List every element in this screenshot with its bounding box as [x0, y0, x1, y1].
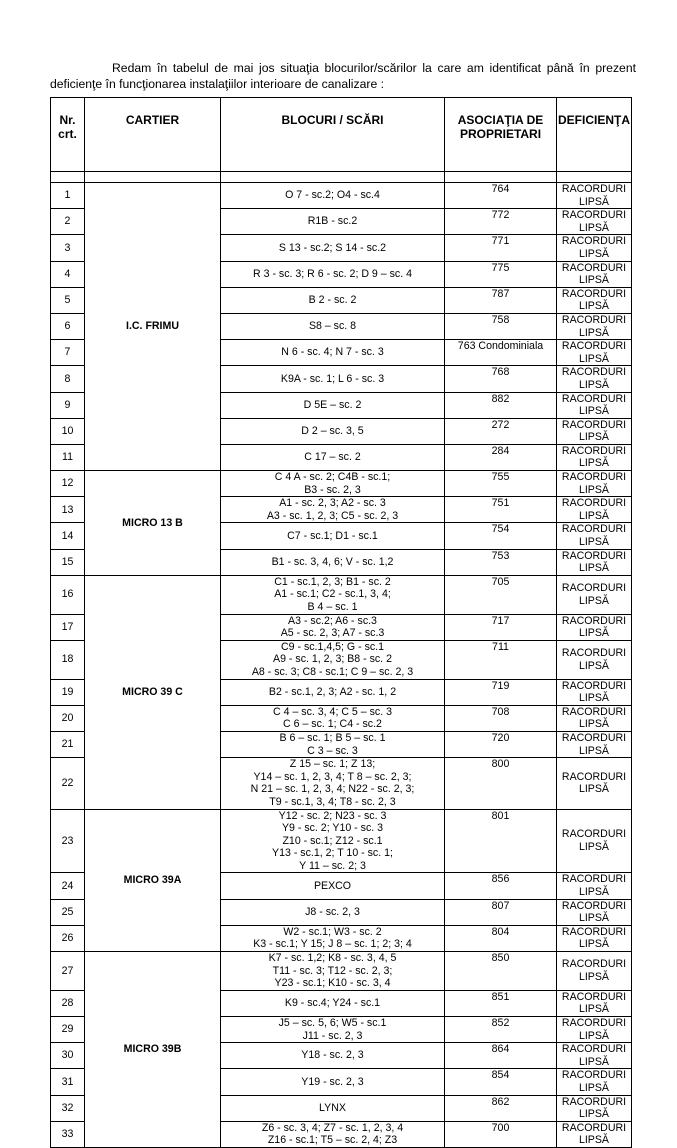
blocuri-line: Z6 - sc. 3, 4; Z7 - sc. 1, 2, 3, 4: [261, 1121, 404, 1134]
row-number: 19: [51, 679, 85, 705]
blocuri-line: Y9 - sc. 2; Y10 - sc. 3: [281, 822, 384, 835]
asociatia-cell: 720: [445, 731, 557, 757]
row-number: 29: [51, 1017, 85, 1043]
blocuri-line: T11 - sc. 3; T12 - sc. 2, 3;: [272, 964, 393, 977]
deficienta-cell: RACORDURI LIPSĂ: [557, 209, 632, 235]
row-number: 12: [51, 471, 85, 497]
blocuri-line: C 3 – sc. 3: [307, 744, 358, 757]
blocuri-line: C 6 – sc. 1; C4 - sc.2: [283, 718, 382, 731]
blocuri-cell: [221, 340, 445, 366]
blocuri-line: J11 - sc. 2, 3: [302, 1029, 363, 1042]
header-asociatia: ASOCIAŢIA DE PROPRIETARI: [445, 98, 557, 172]
asociatia-cell: 284: [445, 444, 557, 470]
blocuri-cell: [221, 1043, 445, 1069]
deficienta-cell: RACORDURI LIPSĂ: [557, 313, 632, 339]
blocuri-cell: [221, 209, 445, 235]
asociatia-cell: 764: [445, 183, 557, 209]
asociatia-cell: 751: [445, 497, 557, 523]
blocuri-cell: [221, 575, 445, 614]
row-number: 31: [51, 1069, 85, 1095]
table-row: [51, 471, 632, 497]
blocuri-cell: [221, 731, 445, 757]
blocuri-cell: [221, 471, 445, 497]
blocuri-cell: [221, 1069, 445, 1095]
row-number: 16: [51, 575, 85, 614]
deficienta-cell: RACORDURI LIPSĂ: [557, 523, 632, 549]
asociatia-cell: 272: [445, 418, 557, 444]
row-number: 9: [51, 392, 85, 418]
deficienta-cell: RACORDURI LIPSĂ: [557, 418, 632, 444]
blocuri-line: C 4 A - sc. 2; C4B - sc.1;: [274, 471, 391, 484]
blocuri-cell: [221, 952, 445, 991]
asociatia-cell: 787: [445, 287, 557, 313]
asociatia-cell: 711: [445, 640, 557, 679]
blocuri-line: A5 - sc. 2, 3; A7 - sc.3: [280, 627, 385, 640]
asociatia-cell: 772: [445, 209, 557, 235]
blocuri-line: Y14 – sc. 1, 2, 3, 4; T 8 – sc. 2, 3;: [253, 770, 412, 783]
blocuri-cell: [221, 1121, 445, 1147]
row-number: 13: [51, 497, 85, 523]
blocuri-line: J5 – sc. 5, 6; W5 - sc.1: [278, 1017, 387, 1029]
blocuri-line: Z10 - sc.1; Z12 - sc.1: [282, 834, 383, 847]
asociatia-cell: 719: [445, 679, 557, 705]
blocuri-cell: [221, 679, 445, 705]
blocuri-cell: [221, 444, 445, 470]
row-number: 26: [51, 925, 85, 951]
deficienta-cell: RACORDURI LIPSĂ: [557, 1121, 632, 1147]
asociatia-cell: 753: [445, 549, 557, 575]
deficienta-cell: RACORDURI LIPSĂ: [557, 497, 632, 523]
asociatia-cell: 700: [445, 1121, 557, 1147]
row-number: 28: [51, 990, 85, 1016]
blocuri-line: A9 - sc. 1, 2, 3; B8 - sc. 2: [273, 653, 392, 666]
asociatia-cell: 768: [445, 366, 557, 392]
blocuri-line: A3 - sc.2; A6 - sc.3: [288, 614, 377, 627]
blocuri-cell: [221, 705, 445, 731]
blocuri-cell: [221, 497, 445, 523]
asociatia-cell: 763 Condominiala: [445, 340, 557, 366]
row-number: 32: [51, 1095, 85, 1121]
blocuri-cell: [221, 614, 445, 640]
deficienta-cell: RACORDURI LIPSĂ: [557, 444, 632, 470]
blocuri-line: B 2 - sc. 2: [308, 294, 357, 307]
asociatia-cell: 801: [445, 809, 557, 873]
blocuri-line: C1 - sc.1, 2, 3; B1 - sc. 2: [274, 575, 391, 588]
blocuri-line: Y12 - sc. 2; N23 - sc. 3: [278, 809, 387, 822]
row-number: 2: [51, 209, 85, 235]
blocuri-cell: [221, 261, 445, 287]
header-deficienta: DEFICIENŢA: [557, 98, 632, 172]
deficienta-cell: RACORDURI LIPSĂ: [557, 340, 632, 366]
asociatia-cell: 758: [445, 313, 557, 339]
blocuri-line: C9 - sc.1,4,5; G - sc.1: [280, 640, 385, 653]
asociatia-cell: 850: [445, 952, 557, 991]
blocuri-cell: [221, 366, 445, 392]
row-number: 10: [51, 418, 85, 444]
blocuri-cell: [221, 287, 445, 313]
asociatia-cell: 854: [445, 1069, 557, 1095]
blocuri-line: C7 - sc.1; D1 - sc.1: [287, 529, 378, 542]
blocuri-cell: [221, 523, 445, 549]
intro-line-1: Redam în tabelul de mai jos situaţia blocurilor/scărilor la care am identificat până în prezent: [112, 61, 636, 75]
blocuri-line: A8 - sc. 3; C8 - sc.1; C 9 – sc. 2, 3: [251, 665, 414, 678]
blocuri-line: B1 - sc. 3, 4, 6; V - sc. 1,2: [271, 555, 394, 568]
deficienta-cell: RACORDURI LIPSĂ: [557, 952, 632, 991]
row-number: 23: [51, 809, 85, 873]
asociatia-cell: 705: [445, 575, 557, 614]
blocuri-cell: [221, 758, 445, 809]
row-number: 21: [51, 731, 85, 757]
blocuri-cell: [221, 313, 445, 339]
blocuri-cell: [221, 1017, 445, 1043]
asociatia-cell: 775: [445, 261, 557, 287]
blocuri-line: K9A - sc. 1; L 6 - sc. 3: [280, 372, 385, 385]
blocuri-line: O 7 - sc.2; O4 - sc.4: [285, 189, 380, 202]
blocuri-line: B 6 – sc. 1; B 5 – sc. 1: [279, 731, 386, 744]
asociatia-cell: 800: [445, 758, 557, 809]
blocuri-line: Y 11 – sc. 2; 3: [299, 859, 366, 872]
deficienta-cell: RACORDURI LIPSĂ: [557, 575, 632, 614]
row-number: 15: [51, 549, 85, 575]
row-number: 14: [51, 523, 85, 549]
row-number: 3: [51, 235, 85, 261]
blocuri-line: D 2 – sc. 3, 5: [301, 424, 364, 437]
deficienta-cell: RACORDURI LIPSĂ: [557, 640, 632, 679]
row-number: 5: [51, 287, 85, 313]
cartier-cell: I.C. FRIMU: [85, 183, 221, 471]
blocuri-line: S 13 - sc.2; S 14 - sc.2: [278, 241, 387, 254]
blocuri-line: Z16 - sc.1; T5 – sc. 2, 4; Z3: [267, 1134, 398, 1147]
deficienta-cell: RACORDURI LIPSĂ: [557, 925, 632, 951]
blocuri-line: Y19 - sc. 2, 3: [301, 1075, 364, 1088]
deficienta-cell: RACORDURI LIPSĂ: [557, 1095, 632, 1121]
blocuri-line: Y23 - sc.1; K10 - sc. 3, 4: [274, 977, 391, 990]
blocuri-cell: [221, 990, 445, 1016]
blocuri-cell: [221, 899, 445, 925]
row-number: 11: [51, 444, 85, 470]
blocuri-line: R 3 - sc. 3; R 6 - sc. 2; D 9 – sc. 4: [253, 267, 412, 280]
deficienta-cell: RACORDURI LIPSĂ: [557, 679, 632, 705]
blocuri-line: A1 - sc.1; C2 - sc.1, 3, 4;: [274, 588, 391, 601]
row-number: 30: [51, 1043, 85, 1069]
deficienta-cell: RACORDURI LIPSĂ: [557, 366, 632, 392]
asociatia-cell: 804: [445, 925, 557, 951]
deficienta-cell: RACORDURI LIPSĂ: [557, 1017, 632, 1043]
blocuri-line: T9 - sc.1, 3, 4; T8 - sc. 2, 3: [269, 795, 396, 808]
deficiency-table: [50, 97, 632, 1148]
deficienta-cell: RACORDURI LIPSĂ: [557, 1043, 632, 1069]
deficienta-cell: RACORDURI LIPSĂ: [557, 899, 632, 925]
blocuri-line: LYNX: [319, 1101, 346, 1114]
cartier-cell: MICRO 39 C: [85, 575, 221, 809]
row-number: 17: [51, 614, 85, 640]
deficienta-cell: RACORDURI LIPSĂ: [557, 392, 632, 418]
header-row: [51, 98, 632, 172]
intro-line-2: deficienţe în funcţionarea instalaţiilor interioare de canalizare :: [50, 77, 384, 91]
blocuri-cell: [221, 392, 445, 418]
asociatia-cell: 754: [445, 523, 557, 549]
blocuri-line: D 5E – sc. 2: [303, 398, 362, 411]
blocuri-line: PEXCO: [313, 879, 352, 892]
asociatia-cell: 851: [445, 990, 557, 1016]
asociatia-cell: 771: [445, 235, 557, 261]
asociatia-cell: 864: [445, 1043, 557, 1069]
table-row: [51, 183, 632, 209]
blocuri-line: B2 - sc.1, 2, 3; A2 - sc. 1, 2: [268, 685, 397, 698]
cartier-cell: MICRO 39A: [85, 809, 221, 952]
deficienta-cell: RACORDURI LIPSĂ: [557, 261, 632, 287]
blocuri-cell: [221, 418, 445, 444]
deficienta-cell: RACORDURI LIPSĂ: [557, 183, 632, 209]
deficienta-cell: RACORDURI LIPSĂ: [557, 705, 632, 731]
deficienta-cell: RACORDURI LIPSĂ: [557, 873, 632, 899]
header-nr: Nr. crt.: [51, 98, 85, 172]
deficienta-cell: RACORDURI LIPSĂ: [557, 235, 632, 261]
asociatia-cell: 852: [445, 1017, 557, 1043]
deficienta-cell: RACORDURI LIPSĂ: [557, 549, 632, 575]
table-body: [51, 183, 632, 1148]
blocuri-line: R1B - sc.2: [307, 215, 358, 228]
spacer-row: [51, 172, 632, 183]
blocuri-line: S8 – sc. 8: [308, 320, 357, 333]
blocuri-line: K9 - sc.4; Y24 - sc.1: [284, 997, 381, 1010]
asociatia-cell: 717: [445, 614, 557, 640]
row-number: 33: [51, 1121, 85, 1147]
blocuri-cell: [221, 925, 445, 951]
deficienta-cell: RACORDURI LIPSĂ: [557, 809, 632, 873]
deficienta-cell: RACORDURI LIPSĂ: [557, 1069, 632, 1095]
cartier-cell: MICRO 39B: [85, 952, 221, 1148]
table-row: [51, 809, 632, 873]
row-number: 22: [51, 758, 85, 809]
header-blocuri: BLOCURI / SCĂRI: [221, 98, 445, 172]
blocuri-line: B3 - sc. 2, 3: [304, 483, 361, 496]
row-number: 4: [51, 261, 85, 287]
row-number: 27: [51, 952, 85, 991]
cartier-cell: MICRO 13 B: [85, 471, 221, 576]
blocuri-line: A1 - sc. 2, 3; A2 - sc. 3: [279, 497, 386, 510]
blocuri-line: K3 - sc.1; Y 15; J 8 – sc. 1; 2; 3; 4: [253, 938, 412, 951]
blocuri-line: Y13 - sc.1, 2; T 10 - sc. 1;: [272, 847, 393, 860]
blocuri-cell: [221, 549, 445, 575]
deficienta-cell: RACORDURI LIPSĂ: [557, 471, 632, 497]
blocuri-line: J8 - sc. 2, 3: [305, 905, 360, 918]
blocuri-line: N 21 – sc. 1, 2, 3, 4; N22 - sc. 2, 3;: [250, 783, 415, 796]
row-number: 18: [51, 640, 85, 679]
deficienta-cell: RACORDURI LIPSĂ: [557, 614, 632, 640]
blocuri-cell: [221, 1095, 445, 1121]
blocuri-line: A3 - sc. 1, 2, 3; C5 - sc. 2, 3: [266, 509, 399, 522]
blocuri-line: C 17 – sc. 2: [304, 451, 361, 464]
blocuri-line: Y18 - sc. 2, 3: [301, 1049, 364, 1062]
deficienta-cell: RACORDURI LIPSĂ: [557, 731, 632, 757]
blocuri-line: N 6 - sc. 4; N 7 - sc. 3: [281, 346, 384, 359]
asociatia-cell: 856: [445, 873, 557, 899]
asociatia-cell: 882: [445, 392, 557, 418]
asociatia-cell: 708: [445, 705, 557, 731]
asociatia-cell: 755: [445, 471, 557, 497]
blocuri-line: B 4 – sc. 1: [307, 601, 358, 613]
asociatia-cell: 862: [445, 1095, 557, 1121]
deficienta-cell: RACORDURI LIPSĂ: [557, 990, 632, 1016]
blocuri-cell: [221, 809, 445, 873]
blocuri-line: K7 - sc. 1,2; K8 - sc. 3, 4, 5: [268, 952, 397, 965]
header-cartier: CARTIER: [85, 98, 221, 172]
row-number: 20: [51, 705, 85, 731]
row-number: 25: [51, 899, 85, 925]
row-number: 24: [51, 873, 85, 899]
asociatia-cell: 807: [445, 899, 557, 925]
row-number: 7: [51, 340, 85, 366]
deficienta-cell: RACORDURI LIPSĂ: [557, 758, 632, 809]
table-row: [51, 952, 632, 991]
blocuri-cell: [221, 640, 445, 679]
blocuri-cell: [221, 235, 445, 261]
deficienta-cell: RACORDURI LIPSĂ: [557, 287, 632, 313]
blocuri-line: W2 - sc.1; W3 - sc. 2: [283, 925, 382, 938]
intro-paragraph: [50, 60, 636, 92]
row-number: 6: [51, 313, 85, 339]
blocuri-cell: [221, 873, 445, 899]
row-number: 1: [51, 183, 85, 209]
blocuri-cell: [221, 183, 445, 209]
blocuri-line: C 4 – sc. 3, 4; C 5 – sc. 3: [273, 705, 392, 718]
table-row: [51, 575, 632, 614]
row-number: 8: [51, 366, 85, 392]
blocuri-line: Z 15 – sc. 1; Z 13;: [289, 758, 376, 771]
